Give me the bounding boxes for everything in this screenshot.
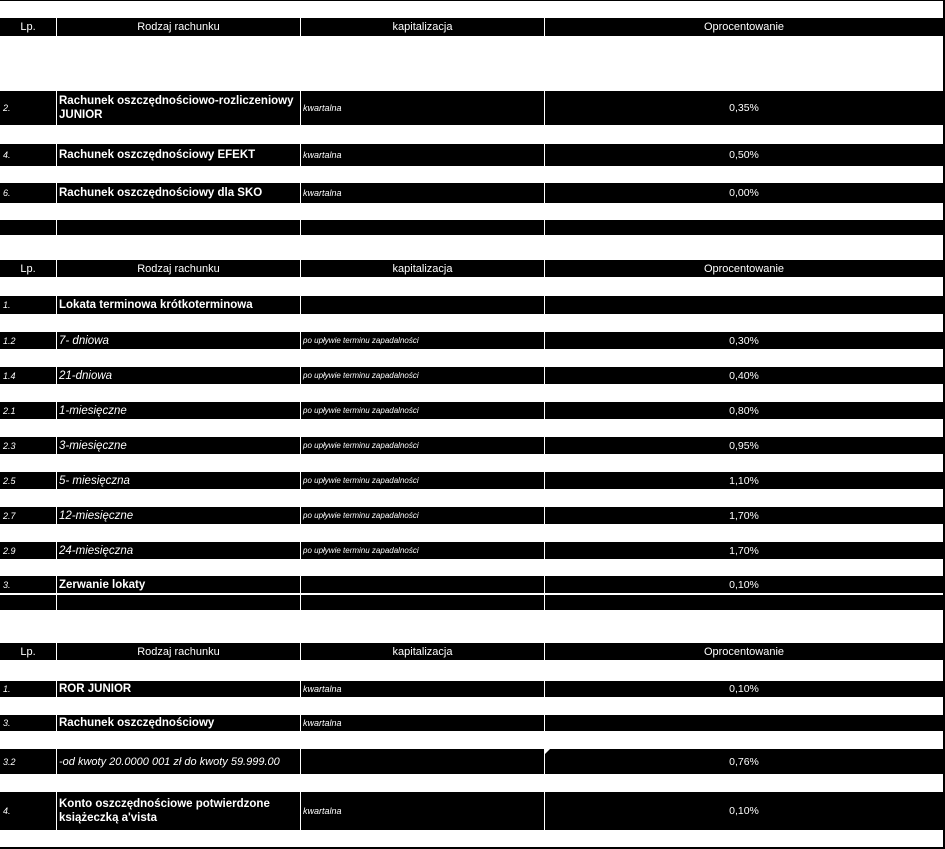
table-row [0,542,943,559]
empty-cell [0,595,56,610]
frame-top-line [0,0,945,1]
row-kapitalizacja: po upływie terminu zapadalności [301,402,544,419]
row-lp: 1.4 [0,367,56,384]
header-rodzaj: Rodzaj rachunku [57,260,300,277]
row-kapitalizacja: kwartalna [301,715,544,731]
row-oprocentowanie: 1,70% [545,542,943,559]
row-kapitalizacja: po upływie terminu zapadalności [301,472,544,489]
row-name-line1: Rachunek oszczędnościowo-rozliczeniowy [59,95,294,107]
row-name: 21-dniowa [57,367,300,384]
cell-corner-notch [545,749,550,754]
row-lp: 3. [0,715,56,731]
header-lp: Lp. [0,643,56,660]
row-kapitalizacja: po upływie terminu zapadalności [301,507,544,524]
row-oprocentowanie: 1,10% [545,472,943,489]
row-kapitalizacja [301,576,544,593]
row-name [57,91,300,125]
row-lp: 2.9 [0,542,56,559]
table-header-1 [0,18,943,36]
row-kapitalizacja [301,749,544,774]
table-row [0,715,943,731]
row-oprocentowanie: 0,76% [545,749,943,774]
empty-cell [0,220,56,235]
row-oprocentowanie: 0,30% [545,332,943,349]
row-name: 7- dniowa [57,332,300,349]
row-oprocentowanie: 1,70% [545,507,943,524]
header-oprocentowanie: Oprocentowanie [545,643,943,660]
row-oprocentowanie: 0,00% [545,183,943,203]
row-oprocentowanie: 0,40% [545,367,943,384]
header-lp: Lp. [0,18,56,36]
row-name-line2: książeczką a'vista [59,812,158,824]
row-name: 5- miesięczna [57,472,300,489]
empty-cell [57,220,300,235]
row-name: 24-miesięczna [57,542,300,559]
row-oprocentowanie: 0,10% [545,576,943,593]
row-name: Rachunek oszczędnościowy EFEKT [57,144,300,166]
empty-cell [301,595,544,610]
empty-cell [301,220,544,235]
row-lp: 6. [0,183,56,203]
row-name: -od kwoty 20.0000 001 zł do kwoty 59.999.00 [57,749,300,774]
row-oprocentowanie: 0,10% [545,681,943,697]
row-kapitalizacja: po upływie terminu zapadalności [301,332,544,349]
row-lp: 1.2 [0,332,56,349]
row-kapitalizacja: kwartalna [301,681,544,697]
table-row [0,332,943,349]
header-rodzaj: Rodzaj rachunku [57,18,300,36]
row-kapitalizacja: kwartalna [301,144,544,166]
row-oprocentowanie: 0,50% [545,144,943,166]
header-kapitalizacja: kapitalizacja [301,643,544,660]
row-name: ROR JUNIOR [57,681,300,697]
row-name: Zerwanie lokaty [57,576,300,593]
table-header-3 [0,643,943,660]
row-kapitalizacja: kwartalna [301,91,544,125]
row-name-line2: JUNIOR [59,109,103,121]
header-lp: Lp. [0,260,56,277]
row-kapitalizacja [301,296,544,314]
empty-cell [545,220,943,235]
row-kapitalizacja: po upływie terminu zapadalności [301,367,544,384]
table-row [0,576,943,593]
row-lp: 3. [0,576,56,593]
table-header-2 [0,260,943,277]
table-row [0,367,943,384]
table-row [0,749,943,774]
row-kapitalizacja: po upływie terminu zapadalności [301,437,544,454]
row-oprocentowanie: 0,35% [545,91,943,125]
row-kapitalizacja: kwartalna [301,183,544,203]
row-oprocentowanie [545,715,943,731]
row-name: Rachunek oszczędnościowy dla SKO [57,183,300,203]
row-oprocentowanie: 0,80% [545,402,943,419]
table-row [0,437,943,454]
header-rodzaj: Rodzaj rachunku [57,643,300,660]
header-oprocentowanie: Oprocentowanie [545,18,943,36]
row-lp: 1. [0,681,56,697]
table-row [0,792,943,830]
table-row [0,472,943,489]
table-row [0,681,943,697]
table-row [0,183,943,203]
row-kapitalizacja: po upływie terminu zapadalności [301,542,544,559]
header-kapitalizacja: kapitalizacja [301,260,544,277]
row-kapitalizacja: kwartalna [301,792,544,830]
header-oprocentowanie: Oprocentowanie [545,260,943,277]
row-oprocentowanie: 0,95% [545,437,943,454]
row-name [57,792,300,830]
row-lp: 2.3 [0,437,56,454]
table-row [0,507,943,524]
row-lp: 4. [0,144,56,166]
row-lp: 4. [0,792,56,830]
header-kapitalizacja: kapitalizacja [301,18,544,36]
table-row [0,144,943,166]
row-lp: 1. [0,296,56,314]
row-lp: 2.7 [0,507,56,524]
empty-row [0,220,943,235]
row-name: 12-miesięczne [57,507,300,524]
empty-cell [57,595,300,610]
row-lp: 2.5 [0,472,56,489]
row-name: Lokata terminowa krótkoterminowa [57,296,300,314]
table-row [0,402,943,419]
row-oprocentowanie: 0,10% [545,792,943,830]
row-name: 3-miesięczne [57,437,300,454]
row-oprocentowanie [545,296,943,314]
empty-row [0,595,943,610]
empty-cell [545,595,943,610]
table-row [0,296,943,314]
table-row [0,91,943,125]
row-name: 1-miesięczne [57,402,300,419]
row-name-line1: Konto oszczędnościowe potwierdzone [59,798,270,810]
row-lp: 2.1 [0,402,56,419]
row-lp: 2. [0,91,56,125]
row-name: Rachunek oszczędnościowy [57,715,300,731]
row-lp: 3.2 [0,749,56,774]
